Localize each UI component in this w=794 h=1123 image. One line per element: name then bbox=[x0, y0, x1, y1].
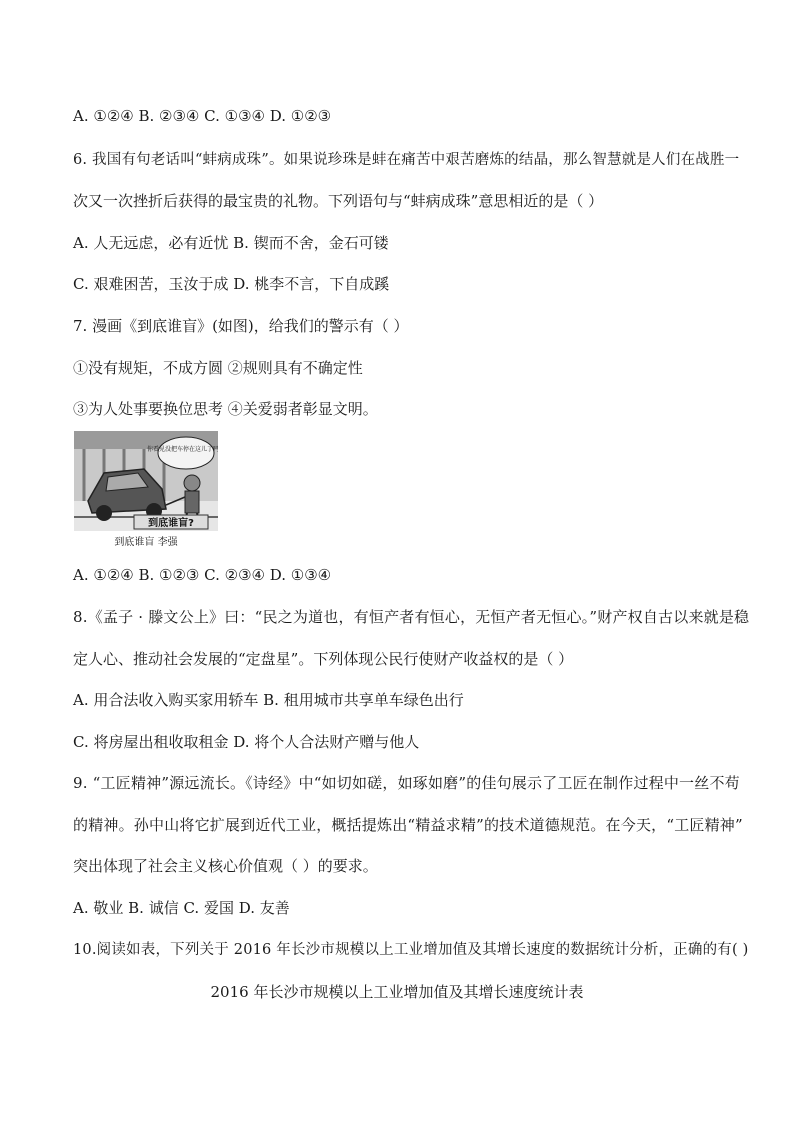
question-7-statements-34: ③为人处事要换位思考 ④关爱弱者彰显文明。 bbox=[73, 400, 378, 418]
question-6-options-cd: C. 艰难困苦，玉汝于成 D. 桃李不言，下自成蹊 bbox=[73, 275, 390, 293]
question-6-line-2: 次又一次挫折后获得的最宝贵的礼物。下列语句与“蚌病成珠”意思相近的是（ ） bbox=[73, 192, 604, 210]
question-10-stem: 10.阅读如表，下列关于 2016 年长沙市规模以上工业增加值及其增长速度的数据统计分析，正确的有( ) bbox=[73, 942, 749, 958]
question-9-line-1: 9. “工匠精神”源远流长。《诗经》中“如切如磋，如琢如磨”的佳句展示了工匠在制作过程中一丝不苟 bbox=[73, 774, 740, 792]
question-9-options: A. 敬业 B. 诚信 C. 爱国 D. 友善 bbox=[73, 899, 290, 917]
question-7-statements-12: ①没有规矩，不成方圆 ②规则具有不确定性 bbox=[73, 359, 363, 377]
question-7-answers: A. ①②④ B. ①②③ C. ②③④ D. ①③④ bbox=[73, 566, 332, 584]
question-9-line-2: 的精神。孙中山将它扩展到近代工业，概括提炼出“精益求精”的技术道德规范。在今天，“工匠精神” bbox=[73, 816, 743, 834]
question-8-options-cd: C. 将房屋出租收取租金 D. 将个人合法财产赠与他人 bbox=[73, 733, 420, 751]
table-title: 2016 年长沙市规模以上工业增加值及其增长速度统计表 bbox=[210, 983, 584, 1001]
question-6-options-ab: A. 人无远虑，必有近忧 B. 锲而不舍，金石可镂 bbox=[73, 234, 389, 252]
cartoon-sign-text: 到底谁盲? bbox=[148, 518, 194, 529]
cartoon-caption: 到底谁盲 李强 bbox=[114, 537, 178, 548]
question-6-line-1: 6. 我国有句老话叫“蚌病成珠”。如果说珍珠是蚌在痛苦中艰苦磨炼的结晶，那么智慧就是人们在战胜一 bbox=[73, 152, 740, 168]
question-7-stem: 7. 漫画《到底谁盲》(如图)，给我们的警示有（ ） bbox=[73, 317, 409, 335]
question-8-line-1: 8.《孟子 · 滕文公上》曰：“民之为道也，有恒产者有恒心，无恒产者无恒心。”财产权自古以来就是稳 bbox=[73, 608, 750, 626]
cartoon-image bbox=[74, 431, 218, 549]
line-answer-5: A. ①②④ B. ②③④ C. ①③④ D. ①②③ bbox=[73, 107, 332, 125]
question-8-options-ab: A. 用合法收入购买家用轿车 B. 租用城市共享单车绿色出行 bbox=[73, 691, 464, 709]
question-8-line-2: 定人心、推动社会发展的“定盘星”。下列体现公民行使财产收益权的是（ ） bbox=[73, 650, 574, 668]
cartoon-bubble-text: 你看见没把车停在这儿了吗？ bbox=[146, 446, 218, 453]
question-9-line-3: 突出体现了社会主义核心价值观（ ）的要求。 bbox=[73, 857, 378, 875]
